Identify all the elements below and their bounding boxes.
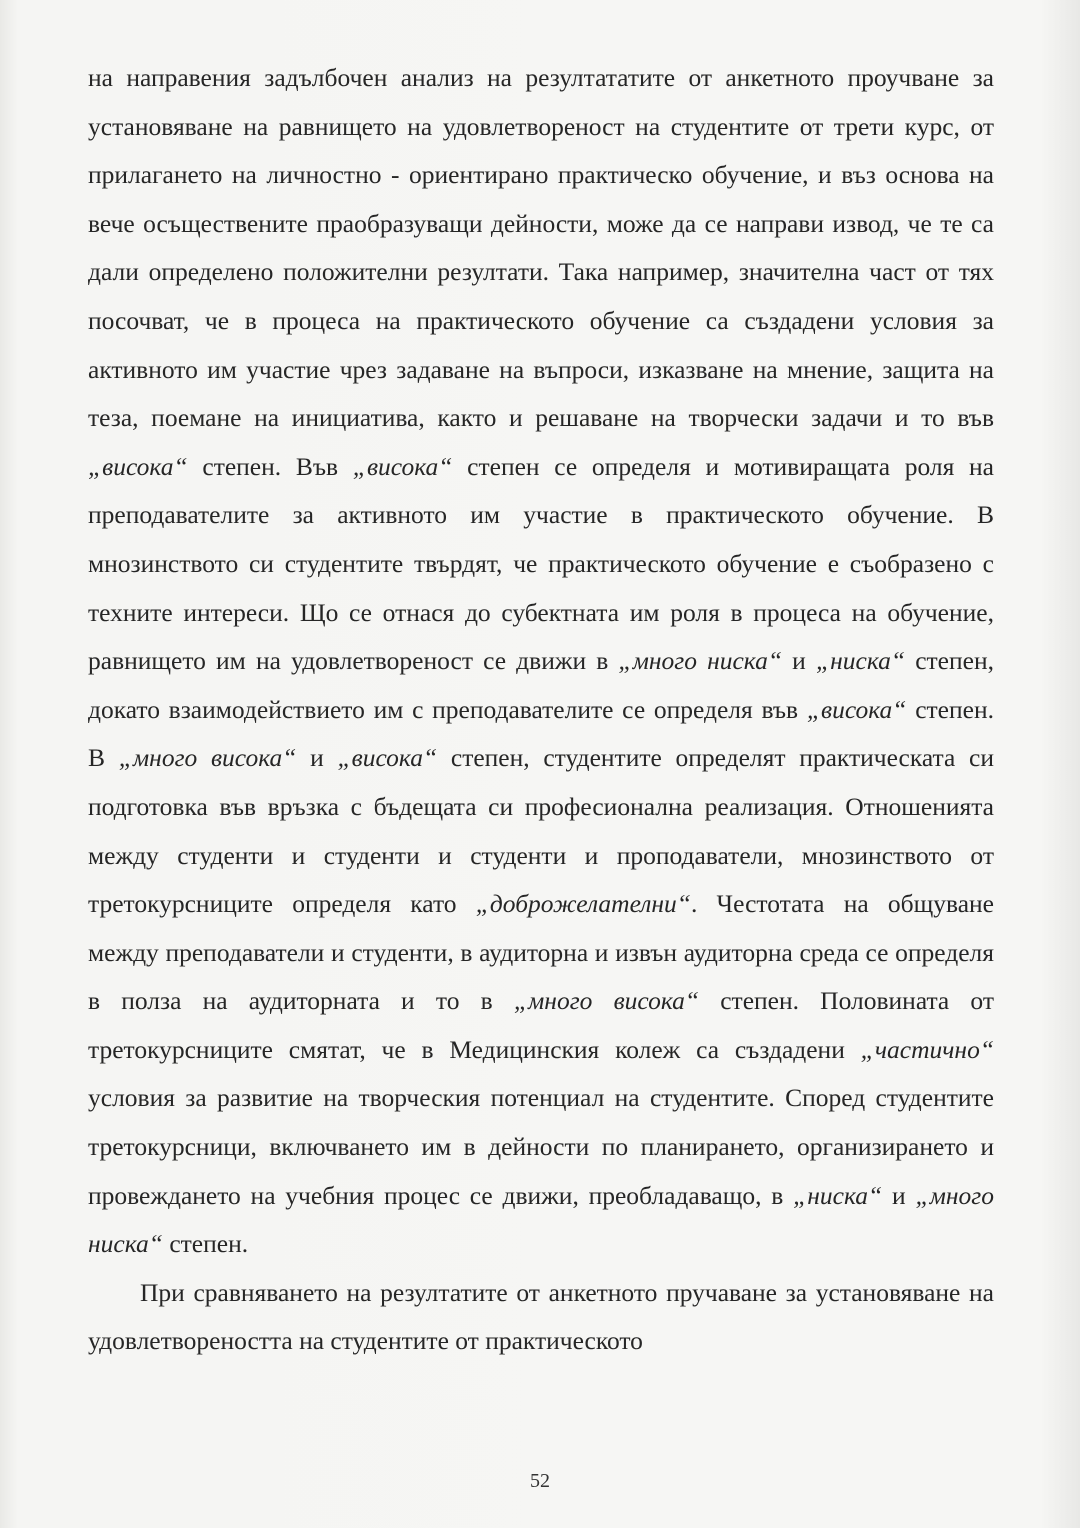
emphasis: „висока“: [88, 451, 188, 481]
text-run: степен се определя и мотивиращата роля на преподавателите за активното им участие в практическото обучение. В мнозинството си студентите твърдят, че практическото обучение е съобразено с техните интереси. Що се отнася до субектната им роля в процеса на обучение, равнището им на удовлетвореност се движи в: [88, 451, 994, 676]
paragraph-2: При сравняването на резултатите от анкетното пручаване за установяване на удовлетвореността на студентите от практическото: [88, 1277, 994, 1356]
emphasis: „ниска“: [793, 1180, 883, 1210]
text-run: и: [296, 743, 338, 773]
text-run: степен. Във: [187, 451, 353, 481]
emphasis: „много висока“: [118, 743, 297, 773]
text-run: условия за развитие на творческия потенциал на студентите. Според студентите третокурсници, включването им в дейности по планирането, организирането и провеждането на учебния процес се движи, преобладаващо, в: [88, 1083, 994, 1210]
emphasis: „висока“: [806, 694, 907, 724]
text-run: . Честотата на общуване между преподаватели и студенти, в аудиторна и извън аудиторна среда се определя в полза на аудиторната и то в: [88, 889, 994, 1016]
body-text: [88, 54, 994, 1366]
emphasis: „висока“: [352, 451, 453, 481]
text-run: и: [782, 646, 816, 676]
text-run: на направения задълбочен анализ на резултататите от анкетното проучване за установяване на равнището на удовлетвореност на студентите от трети курс, от прилагането на личностно - ориентирано практическо обучение, и въз основа на вече осъществените праобразуващи дейности, може да се направи извод, че те са дали определено положителни резултати. Така например, значителна част от тях посочват, че в процеса на практическото обучение са създадени условия за активното им участие чрез задаване на въпроси, изказване на мнение, защита на теза, поемане на инициатива, както и решаване на творчески задачи и то във: [88, 63, 994, 433]
emphasis: „висока“: [337, 743, 438, 773]
text-run: степен. В: [88, 694, 994, 773]
emphasis: „много ниска“: [618, 646, 783, 676]
text-run: степен, докато взаимодействието им с преподавателите се определя във: [88, 646, 994, 724]
text-run: степен.: [162, 1229, 249, 1259]
emphasis: „много висока“: [513, 986, 700, 1016]
text-run: степен. Половината от третокурсниците смятат, че в Медицинския колеж са създадени: [88, 986, 994, 1064]
page-number: 52: [530, 1470, 550, 1492]
paragraph-1: [88, 54, 994, 1269]
emphasis: „много ниска“: [88, 1180, 994, 1259]
emphasis: „доброжелателни“: [475, 889, 691, 919]
text-run: и: [882, 1180, 916, 1210]
emphasis: „частично“: [860, 1034, 994, 1064]
text-run: степен, студентите определят практическата си подготовка във връзка с бъдещата си професионална реализация. Отношенията между студенти и студенти и студенти и проподаватели, мнозинството от третокурсниците определя като: [88, 743, 994, 919]
emphasis: „ниска“: [815, 646, 906, 676]
